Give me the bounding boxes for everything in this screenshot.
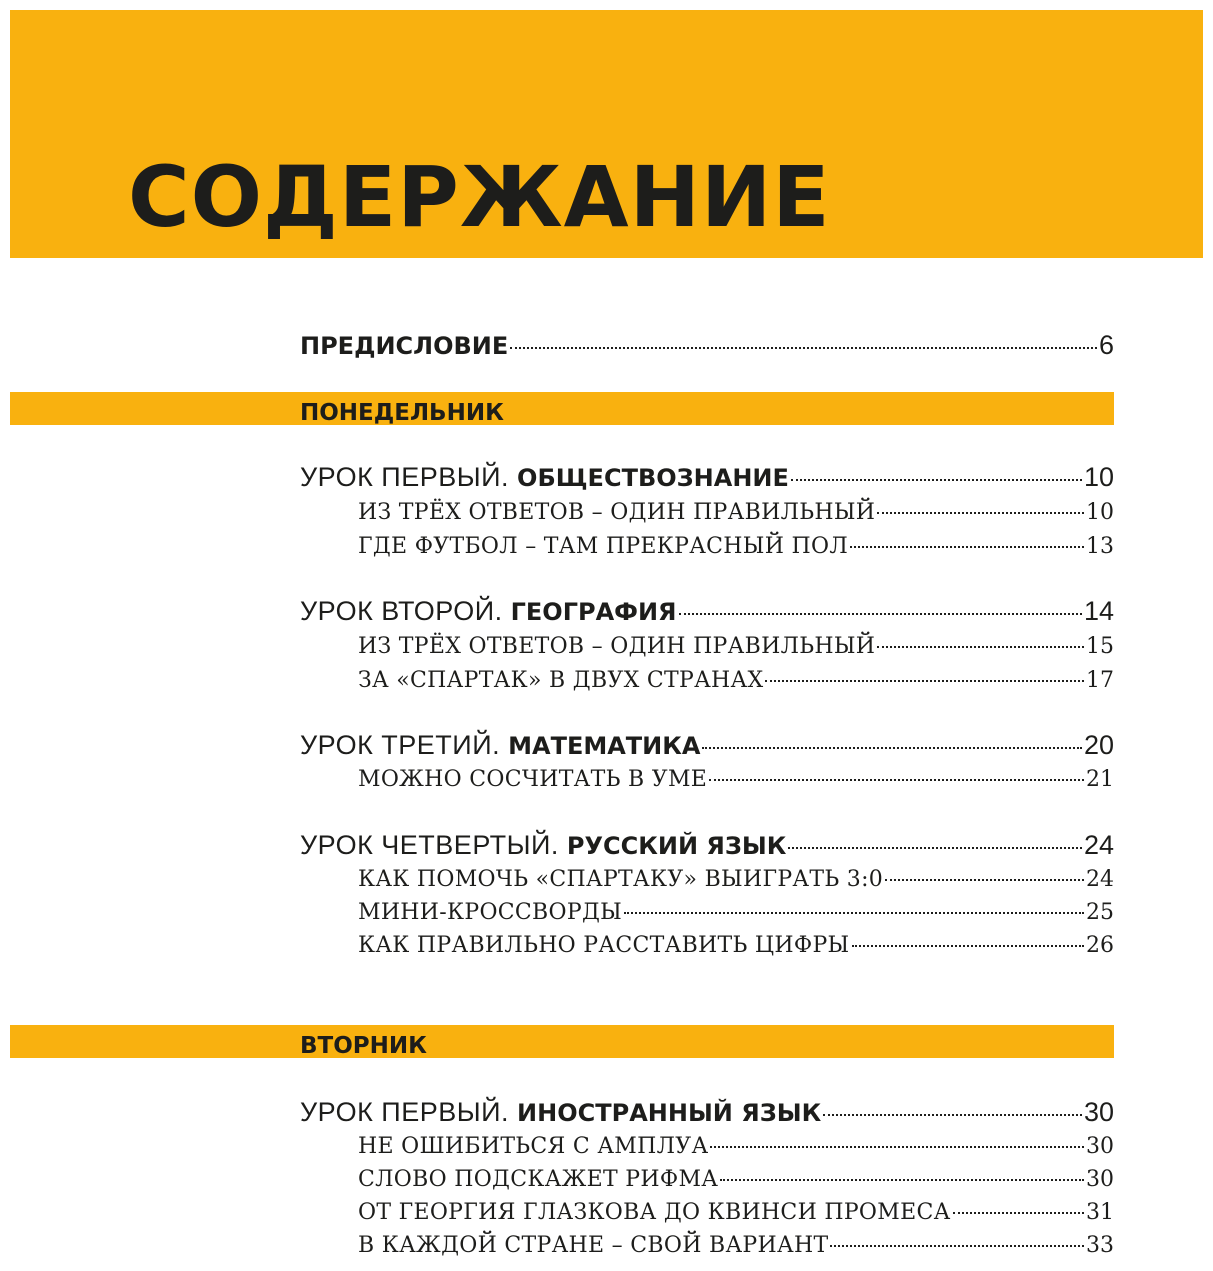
dot-leader [710,1146,1084,1148]
subentry-title: КАК ПРАВИЛЬНО РАССТАВИТЬ ЦИФРЫ [358,933,850,958]
lesson-subject: ОБЩЕСТВОЗНАНИЕ [517,464,789,492]
dot-leader [765,680,1084,682]
toc-entry-title: ПРЕДИСЛОВИЕ [300,332,509,360]
day-band-monday [10,392,1114,425]
toc-page-number: 6 [1098,330,1114,360]
subentry-title: ИЗ ТРЁХ ОТВЕТОВ – ОДИН ПРАВИЛЬНЫЙ [358,500,876,525]
toc-page-number: 30 [1086,1134,1114,1159]
toc-subentry[interactable] [358,1200,1114,1225]
lesson-prefix: УРОК ТРЕТИЙ. [300,730,501,760]
day-label: ВТОРНИК [300,1033,427,1059]
toc-page-number: 13 [1086,534,1114,559]
subentry-title: ГДЕ ФУТБОЛ – ТАМ ПРЕКРАСНЫЙ ПОЛ [358,534,849,559]
toc-subentry[interactable] [358,867,1114,892]
toc-page-number: 21 [1086,767,1114,792]
lesson-subject: РУССКИЙ ЯЗЫК [566,832,787,860]
subentry-title: ОТ ГЕОРГИЯ ГЛАЗКОВА ДО КВИНСИ ПРОМЕСА [358,1200,951,1225]
dot-leader [510,347,1097,349]
toc-subentry[interactable] [358,900,1114,925]
toc-lesson[interactable] [300,830,1114,861]
toc-subentry[interactable] [358,534,1114,559]
lesson-subject: ИНОСТРАННЫЙ ЯЗЫК [517,1099,822,1127]
page-title: СОДЕРЖАНИЕ [128,148,831,246]
toc-lesson[interactable] [300,1097,1114,1128]
lesson-prefix: УРОК ПЕРВЫЙ. [300,1097,510,1127]
dot-leader [823,1114,1082,1116]
toc-page-number: 10 [1086,500,1114,525]
subentry-title: СЛОВО ПОДСКАЖЕТ РИФМА [358,1167,719,1192]
toc-subentry[interactable] [358,500,1114,525]
toc-page-number: 25 [1086,900,1114,925]
toc-page-number: 30 [1086,1167,1114,1192]
day-band-tuesday [10,1025,1114,1058]
day-label: ПОНЕДЕЛЬНИК [300,400,504,426]
subentry-title: НЕ ОШИБИТЬСЯ С АМПЛУА [358,1134,709,1159]
dot-leader [720,1179,1084,1181]
subentry-title: ИЗ ТРЁХ ОТВЕТОВ – ОДИН ПРАВИЛЬНЫЙ [358,634,876,659]
dot-leader [953,1212,1084,1214]
subentry-title: МИНИ-КРОССВОРДЫ [358,900,623,925]
lesson-subject: МАТЕМАТИКА [508,732,701,760]
dot-leader [679,613,1082,615]
toc-subentry[interactable] [358,767,1114,792]
subentry-title: В КАЖДОЙ СТРАНЕ – СВОЙ ВАРИАНТ [358,1233,829,1258]
toc-page-number: 15 [1086,634,1114,659]
dot-leader [877,512,1084,514]
toc-subentry[interactable] [358,933,1114,958]
toc-page-number: 30 [1083,1097,1114,1127]
dot-leader [791,479,1082,481]
lesson-prefix: УРОК ВТОРОЙ. [300,596,503,626]
toc-page-number: 26 [1086,933,1114,958]
lesson-prefix: УРОК ЧЕТВЕРТЫЙ. [300,830,559,860]
lesson-prefix: УРОК ПЕРВЫЙ. [300,462,510,492]
toc-subentry[interactable] [358,1134,1114,1159]
dot-leader [830,1245,1084,1247]
toc-page-number: 14 [1083,596,1114,626]
toc-page-number: 17 [1086,668,1114,693]
dot-leader [702,747,1082,749]
toc-subentry[interactable] [358,1167,1114,1192]
toc-page-number: 24 [1086,867,1114,892]
toc-subentry[interactable] [358,668,1114,693]
subentry-title: МОЖНО СОСЧИТАТЬ В УМЕ [358,767,708,792]
dot-leader [885,879,1084,881]
toc-lesson[interactable] [300,596,1114,627]
toc-page-number: 31 [1086,1200,1114,1225]
subentry-title: КАК ПОМОЧЬ «СПАРТАКУ» ВЫИГРАТЬ 3:0 [358,867,884,892]
subentry-title: ЗА «СПАРТАК» В ДВУХ СТРАНАХ [358,668,764,693]
dot-leader [624,912,1084,914]
dot-leader [850,546,1084,548]
toc-page-number: 10 [1083,462,1114,492]
dot-leader [852,945,1085,947]
dot-leader [788,847,1082,849]
dot-leader [709,779,1084,781]
toc-lesson[interactable] [300,462,1114,493]
toc-lesson[interactable] [300,730,1114,761]
toc-page-number: 24 [1083,830,1114,860]
toc-subentry[interactable] [358,1233,1114,1258]
toc-entry-preface[interactable] [300,330,1114,361]
toc-page-number: 33 [1086,1233,1114,1258]
dot-leader [877,646,1084,648]
toc-subentry[interactable] [358,634,1114,659]
toc-page-number: 20 [1083,730,1114,760]
lesson-subject: ГЕОГРАФИЯ [510,598,677,626]
